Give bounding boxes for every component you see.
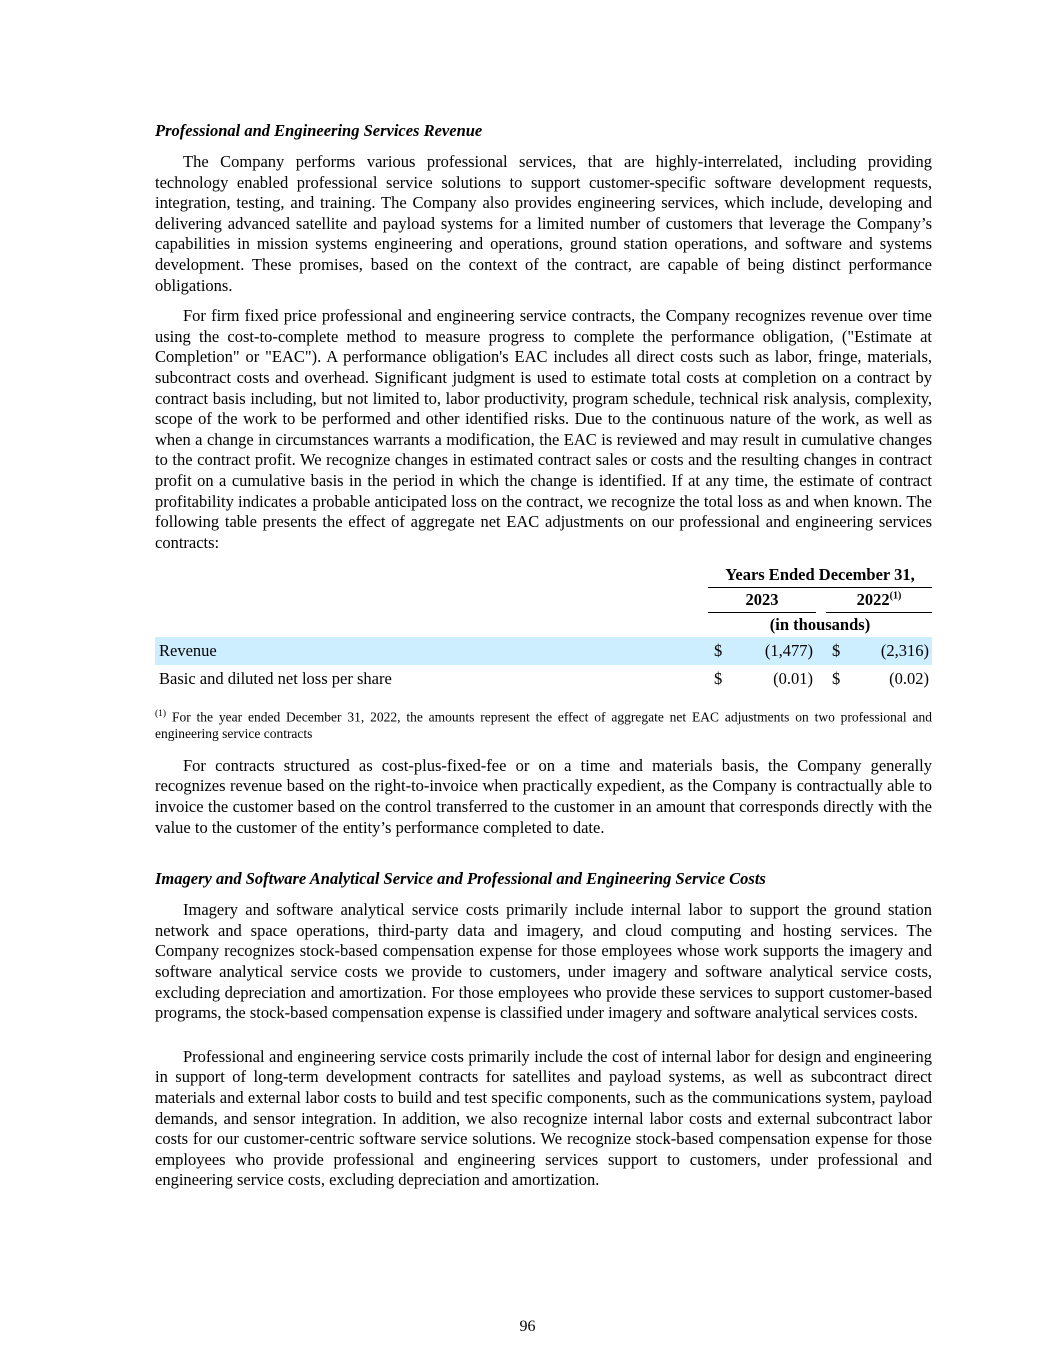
paragraph-professional-costs: Professional and engineering service costs primarily include the cost of internal labor for design and engineering in support of long-term development contracts for satellites and payload systems, as well as subcontract direct materials and external labor costs to build and test specific components, such as the communications system, payload demands, and sensor integration. In addition, we also recognize internal labor costs and external subcontract labor costs for our customer-centric software service solutions. We recognize stock-based compensation expense for those employees who provide professional and engineering services support to customers, under professional and engineering service costs, excluding depreciation and amortization. <box>155 1046 932 1190</box>
table-units-row <box>155 613 932 638</box>
net-loss-per-share-value-2023: (0.01) <box>773 669 813 689</box>
table-row-net-loss-per-share <box>155 665 932 693</box>
empty-cell <box>155 563 708 588</box>
eac-adjustments-table <box>155 563 932 693</box>
table-row-revenue <box>155 637 932 665</box>
page-number: 96 <box>519 1318 536 1335</box>
paragraph-eac-method: For firm fixed price professional and engineering service contracts, the Company recognizes revenue over time using the cost-to-complete method to measure progress to complete the performance obligation, ("Estimate at Completion" or "EAC"). A performance obligation's EAC includes all direct costs such as labor, fringe, materials, subcontract costs and overhead. Significant judgment is used to estimate total costs at completion on a contract by contract basis including, but not limited to, labor productivity, program schedule, technical risk analysis, complexity, scope of the work to be performed and other identified risks. Due to the continuous nature of the work, as well as when a change in circumstances warrants a modification, the EAC is reviewed and may result in cumulative changes to the contract profit. We recognize changes in estimated contract sales or costs and the resulting changes in contract profit on a cumulative basis in the period in which the change is identified. If at any time, the estimate of contract profitability indicates a probable anticipated loss on the contract, we recognize the total loss as and when known. The following table presents the effect of aggregate net EAC adjustments on our professional and engineering services contracts: <box>155 306 932 552</box>
revenue-value-2023: (1,477) <box>732 637 816 665</box>
revenue-value-2022: (2,316) <box>848 637 932 665</box>
year-label: 2022 <box>856 590 890 610</box>
period-header: Years Ended December 31, <box>708 563 932 588</box>
gap-cell <box>816 665 826 693</box>
column-header-2023 <box>708 588 816 613</box>
empty-cell <box>155 613 708 638</box>
paragraph-imagery-costs: Imagery and software analytical service costs primarily include internal labor to support the ground station network and space operations, third-party data and imagery, and cloud computing and hosting services. The Company recognizes stock-based compensation expense for those employees whose work supports the imagery and software analytical service costs we provide to customers, under imagery and software analytical service costs, excluding depreciation and amortization. For those employees who provide these services to support customer-based programs, the stock-based compensation expense is classified under imagery and software analytical services costs. <box>155 900 932 1023</box>
gap-cell <box>816 588 826 613</box>
row-label-net-loss-per-share: Basic and diluted net loss per share <box>159 669 392 689</box>
heading-professional-engineering-services-revenue: Professional and Engineering Services Revenue <box>155 121 483 140</box>
currency-symbol: $ <box>708 637 732 665</box>
paragraph-services-overview: The Company performs various professional services, that are highly-interrelated, including providing technology enabled professional service solutions to support customer-specific software development requests, integration, testing, and training. The Company also provides engineering services, which include, developing and delivering advanced satellite and payload systems for a limited number of customers that leverage the Company’s capabilities in mission systems engineering and operations, ground station operations, and software and systems development. These promises, based on the context of the contract, are capable of being distinct performance obligations. <box>155 152 932 295</box>
units-label: (in thousands) <box>769 615 871 635</box>
currency-symbol: $ <box>832 669 841 689</box>
currency-symbol: $ <box>826 637 848 665</box>
footnote-text: For the year ended December 31, 2022, the amounts represent the effect of aggregate net EAC adjustments on two professional and engineering service contracts <box>155 709 932 742</box>
heading-imagery-software-service-costs: Imagery and Software Analytical Service and Professional and Engineering Service Costs <box>155 869 766 889</box>
footnote-marker: (1) <box>155 709 167 720</box>
table-footnote <box>155 706 932 743</box>
year-label: 2023 <box>745 590 779 610</box>
paragraph-cost-plus-contracts: For contracts structured as cost-plus-fixed-fee or on a time and materials basis, the Company generally recognizes revenue based on the right-to-invoice when practically expedient, as the Company is contractually able to invoice the customer based on the control transferred to the customer in an amount that corresponds directly with the value to the customer of the entity’s performance completed to date. <box>155 755 932 837</box>
footnote-ref-2022: (1) <box>889 590 902 602</box>
currency-symbol: $ <box>714 669 723 689</box>
table-period-header-row <box>155 563 932 588</box>
column-header-2022 <box>826 588 932 613</box>
page-content <box>155 121 932 1201</box>
row-label-revenue: Revenue <box>155 637 708 665</box>
net-loss-per-share-value-2022: (0.02) <box>889 669 929 689</box>
gap-cell <box>816 637 826 665</box>
table-year-header-row <box>155 588 932 613</box>
empty-cell <box>155 588 708 613</box>
